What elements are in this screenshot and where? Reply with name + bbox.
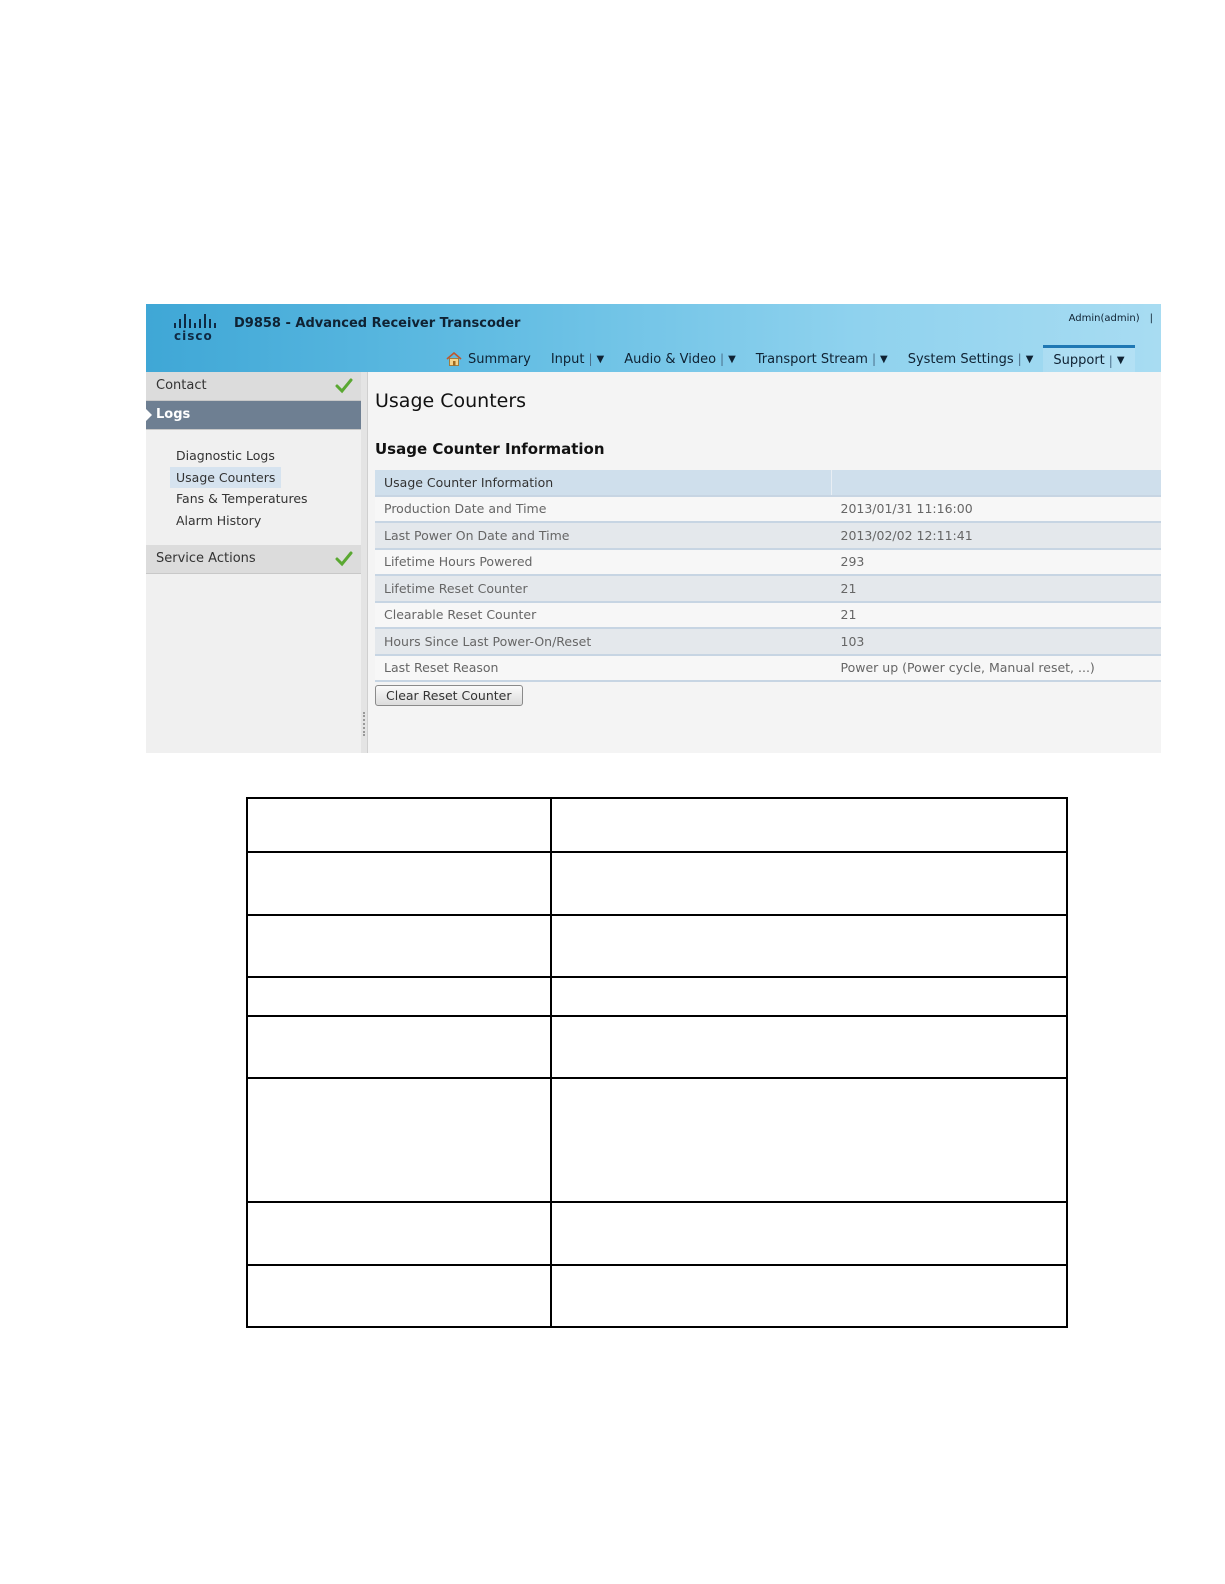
sidebar-link-fans-temperatures[interactable]: Fans & Temperatures [176,491,308,506]
sidebar-item-label: Logs [156,407,191,422]
nav-separator: | [720,352,725,366]
app-header [146,304,1161,372]
logs-submenu [146,430,361,545]
sidebar [146,372,361,753]
main-nav [436,346,1135,372]
table-row [375,496,1161,523]
sidebar-link-diagnostic-logs[interactable]: Diagnostic Logs [176,448,275,463]
app-title: D9858 - Advanced Receiver Transcoder [234,316,521,331]
table-cell [247,1265,551,1327]
nav-system-settings-label: System Settings [907,351,1014,367]
table-header-cell: Usage Counter Information [375,470,832,496]
row-value: 21 [832,575,1162,602]
table-cell [551,915,1067,977]
brand-text: cisco [174,329,213,343]
row-label: Hours Since Last Power-On/Reset [375,628,832,655]
nav-audio-video[interactable] [614,346,746,372]
table-row [375,575,1161,602]
usage-counter-table [375,470,1161,682]
table-row [375,549,1161,576]
row-value: 2013/01/31 11:16:00 [832,496,1162,523]
table-cell [551,1265,1067,1327]
user-menu[interactable] [1069,313,1153,324]
chevron-down-icon[interactable]: ▼ [1025,353,1034,365]
document-table [246,797,1068,1328]
drag-handle-icon[interactable] [363,712,367,736]
table-row [247,1265,1067,1327]
table-row [375,628,1161,655]
nav-separator: | [871,352,876,366]
sidebar-link-alarm-history[interactable]: Alarm History [176,512,262,528]
table-cell [551,852,1067,915]
chevron-down-icon[interactable]: ▼ [728,353,736,365]
nav-support[interactable] [1043,345,1134,374]
nav-separator: | [1108,353,1113,368]
table-cell [247,915,551,977]
table-cell [551,1016,1067,1078]
nav-separator: | [1017,352,1022,366]
table-row [375,602,1161,629]
page-title: Usage Counters [375,390,527,412]
nav-transport-stream-label: Transport Stream [755,351,868,367]
chevron-down-icon[interactable]: ▼ [1116,355,1125,366]
table-row [247,977,1067,1016]
check-icon [335,551,353,567]
table-row [247,1202,1067,1265]
table-row [247,1078,1067,1202]
table-cell [247,977,551,1016]
section-title: Usage Counter Information [375,440,605,458]
main-content [368,372,1161,753]
table-cell [551,1078,1067,1202]
chevron-down-icon[interactable]: ▼ [880,353,888,365]
check-icon [335,378,353,394]
sidebar-link-usage-counters[interactable]: Usage Counters [170,467,281,488]
table-header-cell [832,470,1162,496]
table-row [247,852,1067,915]
nav-summary-label: Summary [468,351,531,367]
app-window [146,304,1161,753]
row-label: Lifetime Reset Counter [375,575,832,602]
row-value: Power up (Power cycle, Manual reset, ...) [832,655,1162,682]
table-header-row [375,470,1161,496]
nav-support-label: Support [1053,353,1105,368]
row-label: Clearable Reset Counter [375,602,832,629]
user-separator: | [1149,313,1153,324]
sidebar-item-label: Contact [156,378,207,393]
nav-input-label: Input [550,351,585,367]
sidebar-item-service-actions[interactable] [146,545,361,574]
table-row [247,1016,1067,1078]
row-label: Production Date and Time [375,496,832,523]
row-label: Lifetime Hours Powered [375,549,832,576]
clear-reset-counter-button[interactable]: Clear Reset Counter [375,685,523,706]
row-value: 2013/02/02 12:11:41 [832,522,1162,549]
row-label: Last Reset Reason [375,655,832,682]
table-cell [247,1202,551,1265]
row-value: 103 [832,628,1162,655]
sidebar-item-label: Service Actions [156,551,256,566]
nav-separator: | [588,352,593,366]
table-cell [247,852,551,915]
row-value: 293 [832,549,1162,576]
table-cell [247,1078,551,1202]
nav-input[interactable] [541,346,614,372]
table-cell [247,798,551,852]
nav-transport-stream[interactable] [746,346,898,372]
nav-audio-video-label: Audio & Video [624,351,717,367]
home-icon [446,352,462,366]
table-row [247,915,1067,977]
sidebar-item-contact[interactable] [146,372,361,401]
cisco-logo [174,314,226,344]
chevron-down-icon[interactable]: ▼ [596,353,605,365]
table-row [247,798,1067,852]
nav-system-settings[interactable] [898,346,1044,372]
table-cell [551,798,1067,852]
sidebar-splitter[interactable] [361,372,368,753]
row-value: 21 [832,602,1162,629]
table-cell [551,977,1067,1016]
table-cell [551,1202,1067,1265]
user-name[interactable]: Admin(admin) [1068,313,1140,324]
table-cell [247,1016,551,1078]
sidebar-item-logs[interactable] [146,401,361,430]
table-row [375,522,1161,549]
table-row [375,655,1161,682]
row-label: Last Power On Date and Time [375,522,832,549]
nav-summary[interactable] [436,346,541,372]
